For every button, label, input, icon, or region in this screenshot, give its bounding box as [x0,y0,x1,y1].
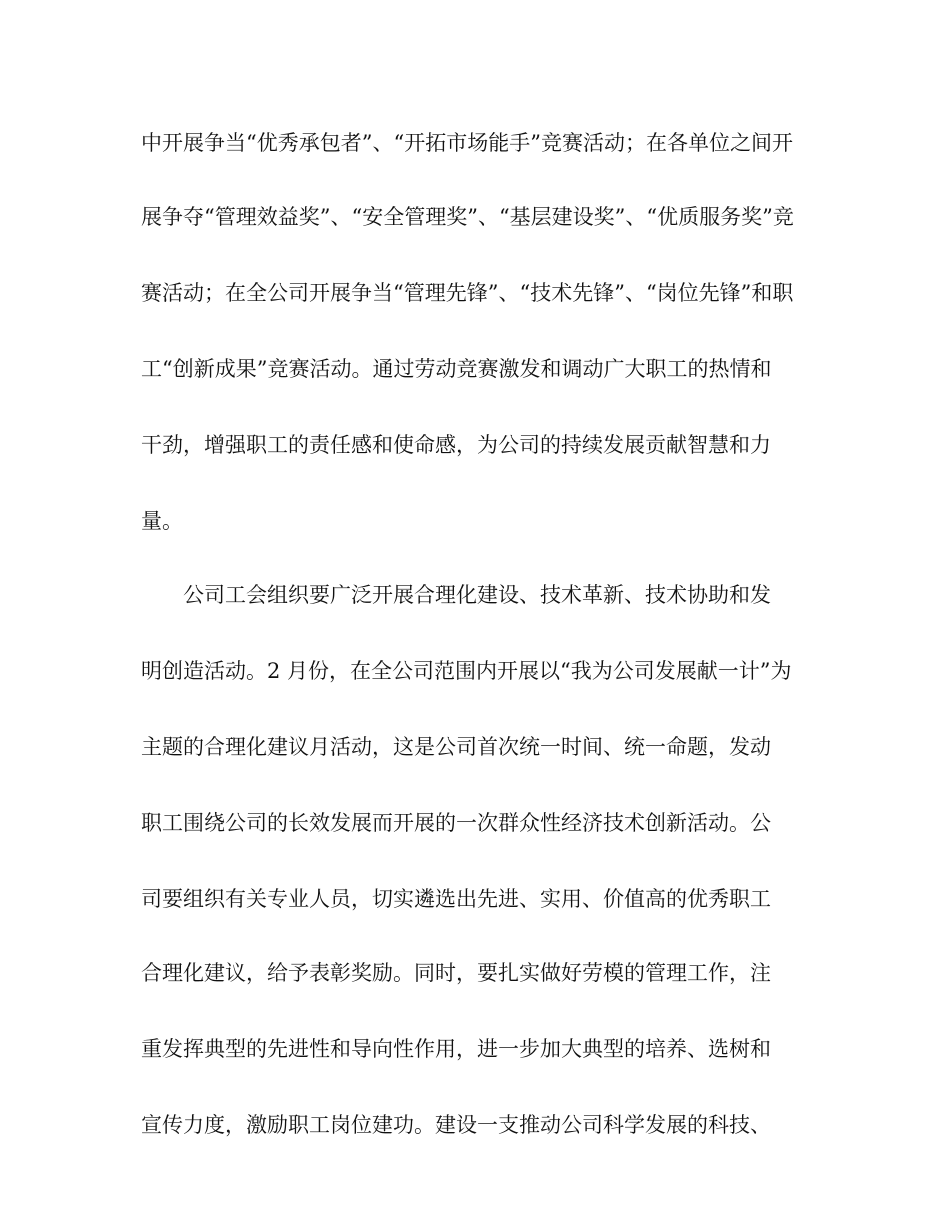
text-line-2: 展争夺“管理效益奖”、“安全管理奖”、“基层建设奖”、“优质服务奖”竞 [141,205,794,229]
text-line-9: 主题的合理化建议月活动，这是公司首次统一时间、统一命题，发动 [141,735,771,759]
text-line-13: 重发挥典型的先进性和导向性作用，进一步加大典型的培养、选树和 [141,1037,771,1061]
text-line-14: 宣传力度，激励职工岗位建功。建设一支推动公司科学发展的科技、 [141,1113,771,1137]
text-line-5: 干劲，增强职工的责任感和使命感，为公司的持续发展贡献智慧和力 [141,433,771,457]
text-line-6: 量。 [141,509,183,533]
text-line-10: 职工围绕公司的长效发展而开展的一次群众性经济技术创新活动。公 [141,811,771,835]
text-line-8: 明创造活动。2 月份，在全公司范围内开展以“我为公司发展献一计”为 [141,659,792,683]
text-line-12: 合理化建议，给予表彰奖励。同时，要扎实做好劳模的管理工作，注 [141,961,771,985]
text-line-3: 赛活动；在全公司开展争当“管理先锋”、“技术先锋”、“岗位先锋”和职 [141,281,794,305]
text-line-11: 司要组织有关专业人员，切实遴选出先进、实用、价值高的优秀职工 [141,887,771,911]
text-line-7: 公司工会组织要广泛开展合理化建设、技术革新、技术协助和发 [183,583,771,607]
text-line-4: 工“创新成果”竞赛活动。通过劳动竞赛激发和调动广大职工的热情和 [141,357,772,381]
text-line-1: 中开展争当“优秀承包者”、“开拓市场能手”竞赛活动；在各单位之间开 [141,131,793,155]
